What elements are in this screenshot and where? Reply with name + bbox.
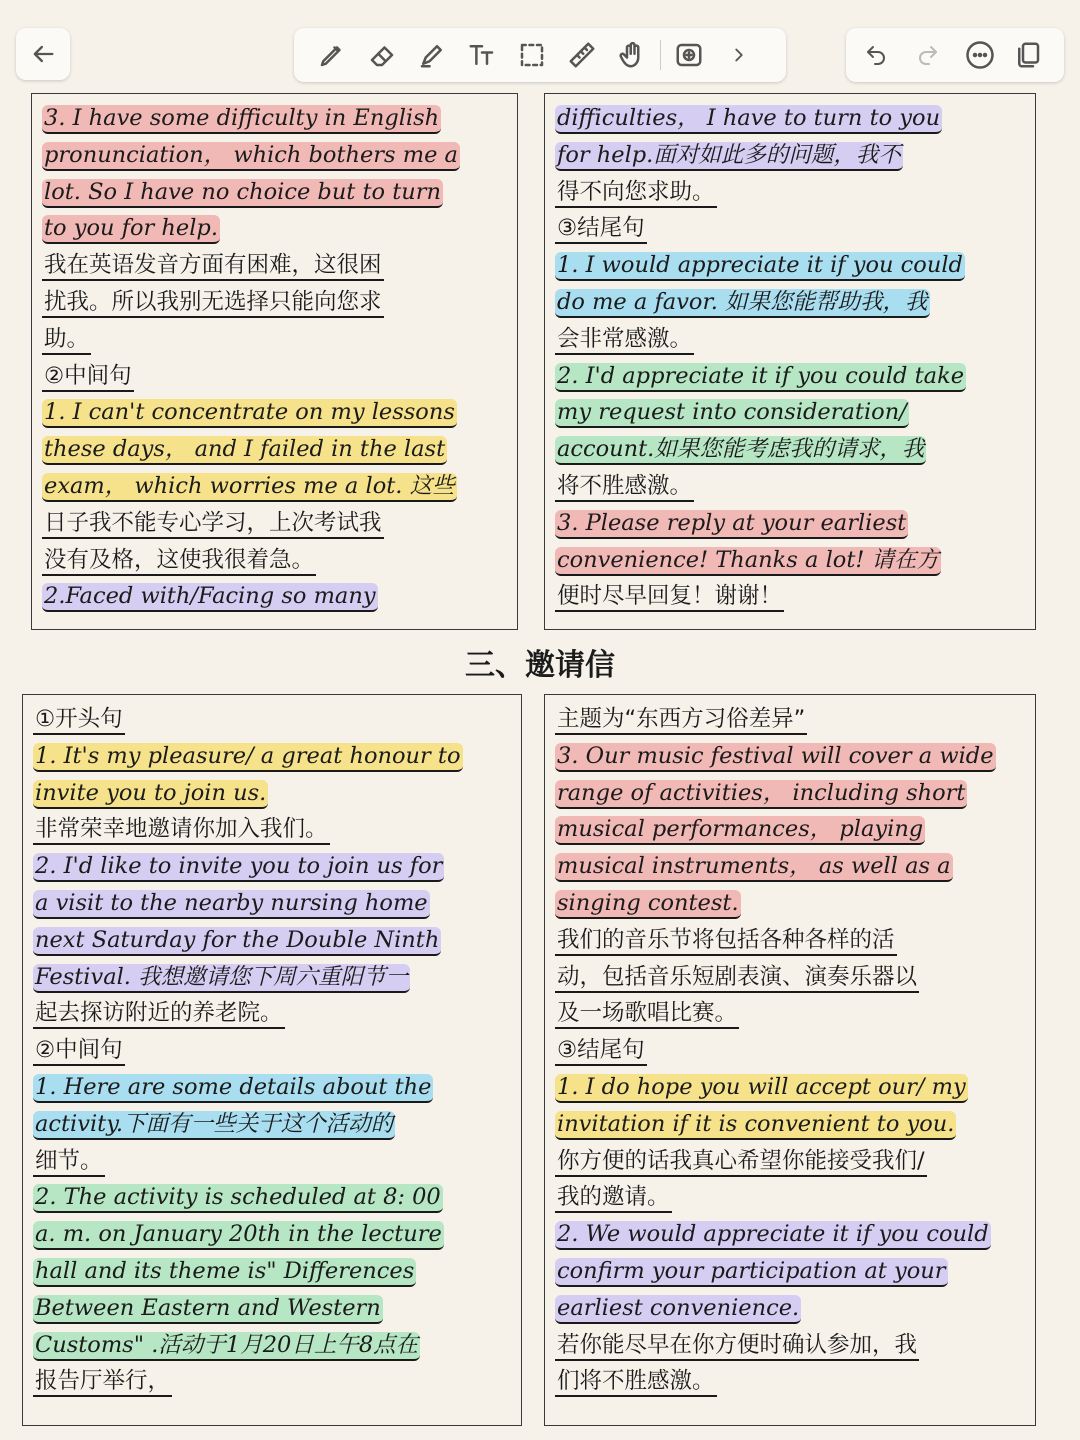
note-line-text: do me a favor. 如果您能帮助我，我 (555, 289, 930, 318)
note-line (555, 1069, 1027, 1106)
note-line (555, 284, 1027, 321)
pen-tool-button[interactable] (310, 33, 354, 77)
note-line-text: 2. I'd appreciate it if you could take (555, 363, 966, 392)
hand-tool-button[interactable] (610, 33, 654, 77)
note-line (555, 468, 1027, 505)
note-line (33, 885, 513, 922)
more-icon (965, 40, 995, 70)
note-line-text: exam， which worries me a lot. 这些 (42, 473, 457, 502)
note-line-text: 及一场歌唱比赛。 (555, 1000, 739, 1029)
note-line (33, 701, 513, 738)
note-line-text: my request into consideration/ (555, 399, 909, 428)
lasso-tool-button[interactable] (510, 33, 554, 77)
note-box-top-right (544, 93, 1036, 630)
note-line-text: 将不胜感激。 (555, 473, 694, 502)
note-line (42, 137, 509, 174)
note-line (42, 174, 509, 211)
note-line-text: 扰我。所以我别无选择只能向您求 (42, 289, 384, 318)
note-line (555, 775, 1027, 812)
pen-icon (317, 40, 347, 70)
note-line (555, 394, 1027, 431)
note-line-text: these days， and I failed in the last (42, 436, 447, 465)
note-line-text: 1. Here are some details about the (33, 1074, 433, 1103)
note-box-bottom-right (544, 694, 1036, 1426)
image-tool-button[interactable] (667, 33, 711, 77)
note-line (555, 1290, 1027, 1327)
note-line-text: Festival. 我想邀请您下周六重阳节一 (33, 964, 410, 993)
note-line-text: next Saturday for the Double Ninth (33, 927, 441, 956)
note-line (555, 1179, 1027, 1216)
note-line-text: 便时尽早回复！谢谢！ (555, 583, 784, 612)
note-line-text: invite you to join us. (33, 780, 268, 809)
note-line (555, 1216, 1027, 1253)
toolbar-divider (660, 40, 661, 70)
note-line-text: 们将不胜感激。 (555, 1368, 717, 1397)
note-line-text: 2. The activity is scheduled at 8: 00 (33, 1184, 443, 1213)
note-line (555, 1143, 1027, 1180)
note-line-text: hall and its theme is" Differences (33, 1258, 416, 1287)
note-line-text: ②中间句 (33, 1037, 125, 1066)
arrow-left-icon (29, 40, 57, 68)
note-line (42, 394, 509, 431)
pages-icon (1013, 40, 1043, 70)
redo-icon (916, 43, 940, 67)
note-line (33, 1327, 513, 1364)
note-line-text: 细节。 (33, 1148, 105, 1177)
note-line-text: to you for help. (42, 215, 220, 244)
note-line-text: 若你能尽早在你方便时确认参加，我 (555, 1332, 919, 1361)
note-line (555, 811, 1027, 848)
note-line-text: 得不向您求助。 (555, 179, 717, 208)
note-line (555, 701, 1027, 738)
note-line (555, 1032, 1027, 1069)
note-line (555, 1327, 1027, 1364)
note-line (555, 848, 1027, 885)
chevron-right-icon (728, 44, 750, 66)
highlighter-tool-button[interactable] (410, 33, 454, 77)
undo-icon (864, 43, 888, 67)
note-line (33, 1216, 513, 1253)
note-line-text: 报告厅举行， (33, 1368, 172, 1397)
note-line-text: convenience! Thanks a lot! 请在方 (555, 547, 941, 576)
note-line (555, 505, 1027, 542)
note-line-text: Customs" .活动于1月20日上午8点在 (33, 1332, 420, 1361)
note-line-text: 起去探访附近的养老院。 (33, 1000, 285, 1029)
note-line (555, 922, 1027, 959)
note-line-text: range of activities， including short (555, 780, 967, 809)
note-line-text: 3. I have some difficulty in English (42, 105, 441, 134)
back-button[interactable] (16, 28, 70, 80)
note-line (42, 210, 509, 247)
note-line-text: invitation if it is convenient to you. (555, 1111, 956, 1140)
note-line-text: 非常荣幸地邀请你加入我们。 (33, 816, 330, 845)
hand-icon (617, 40, 647, 70)
pages-button[interactable] (1006, 33, 1050, 77)
note-line (555, 1363, 1027, 1400)
note-line (42, 284, 509, 321)
note-line-text: 2.Faced with/Facing so many (42, 583, 378, 612)
note-line (33, 922, 513, 959)
note-line-text: 没有及格，这使我很着急。 (42, 547, 316, 576)
note-line-text: lot. So I have no choice but to turn (42, 179, 443, 208)
note-line-text: 3. Our music festival will cover a wide (555, 743, 996, 772)
note-line (555, 1253, 1027, 1290)
note-line-text: 2. We would appreciate it if you could (555, 1221, 991, 1250)
note-line (42, 468, 509, 505)
note-line-text: musical instruments， as well as a (555, 853, 953, 882)
note-line-text: 1. It's my pleasure/ a great honour to (33, 743, 463, 772)
note-line-text: 我们的音乐节将包括各种各样的活 (555, 927, 897, 956)
eraser-icon (367, 40, 397, 70)
redo-button[interactable] (906, 33, 950, 77)
note-line (42, 505, 509, 542)
note-line (42, 358, 509, 395)
note-line-text: 我在英语发音方面有困难，这很困 (42, 252, 384, 281)
note-line-text: 2. I'd like to invite you to join us for (33, 853, 444, 882)
ruler-icon (567, 40, 597, 70)
text-tool-button[interactable] (460, 33, 504, 77)
note-line-text: activity.下面有一些关于这个活动的 (33, 1111, 395, 1140)
note-line (33, 1179, 513, 1216)
more-tools-button[interactable] (717, 33, 761, 77)
note-line (555, 995, 1027, 1032)
note-line-text: ②中间句 (42, 363, 134, 392)
image-icon (674, 40, 704, 70)
note-line (33, 1069, 513, 1106)
note-line (555, 247, 1027, 284)
highlighter-icon (417, 40, 447, 70)
note-line (555, 542, 1027, 579)
note-line-text: singing contest. (555, 890, 741, 919)
note-toolbar (0, 0, 1080, 90)
note-line (33, 1143, 513, 1180)
note-line-text: 会非常感激。 (555, 326, 694, 355)
note-line (33, 959, 513, 996)
note-line-text: 日子我不能专心学习，上次考试我 (42, 510, 384, 539)
note-line (555, 1106, 1027, 1143)
note-line (42, 578, 509, 615)
note-line (555, 578, 1027, 615)
note-line (42, 247, 509, 284)
note-line (33, 1363, 513, 1400)
note-line (33, 811, 513, 848)
note-line (555, 210, 1027, 247)
note-box-bottom-left (22, 694, 522, 1426)
drawing-tools (294, 28, 786, 82)
note-line (555, 885, 1027, 922)
page-actions (846, 28, 1064, 82)
note-line (42, 431, 509, 468)
note-line-text: for help.面对如此多的问题，我不 (555, 142, 903, 171)
note-line (555, 321, 1027, 358)
note-line-text: musical performances， playing (555, 816, 925, 845)
note-line (33, 1032, 513, 1069)
note-line (555, 174, 1027, 211)
note-line-text: 主题为“东西方习俗差异” (555, 706, 807, 735)
note-line (555, 959, 1027, 996)
note-line (555, 431, 1027, 468)
undo-button[interactable] (854, 33, 898, 77)
note-line (33, 775, 513, 812)
note-line (33, 1253, 513, 1290)
note-line (33, 848, 513, 885)
note-line-text: ③结尾句 (555, 1037, 647, 1066)
note-line-text: confirm your participation at your (555, 1258, 948, 1287)
note-line-text: Between Eastern and Western (33, 1295, 383, 1324)
note-line-text: difficulties， I have to turn to you (555, 105, 942, 134)
note-line (555, 100, 1027, 137)
note-box-top-left (31, 93, 518, 630)
more-options-button[interactable] (958, 33, 1002, 77)
lasso-icon (517, 40, 547, 70)
note-line (33, 738, 513, 775)
note-line-text: 助。 (42, 326, 91, 355)
note-line-text: ③结尾句 (555, 215, 647, 244)
note-line (555, 137, 1027, 174)
note-line (42, 100, 509, 137)
text-icon (467, 40, 497, 70)
note-line (555, 358, 1027, 395)
note-line-text: account.如果您能考虑我的请求，我 (555, 436, 926, 465)
note-line (33, 1106, 513, 1143)
note-line (42, 321, 509, 358)
note-line (555, 738, 1027, 775)
note-line-text: ①开头句 (33, 706, 125, 735)
note-line-text: 动，包括音乐短剧表演、演奏乐器以 (555, 964, 919, 993)
section-heading: 三、邀请信 (465, 648, 615, 683)
note-line-text: 1. I can't concentrate on my lessons (42, 399, 457, 428)
note-line-text: 你方便的话我真心希望你能接受我们/ (555, 1148, 927, 1177)
note-line-text: 3. Please reply at your earliest (555, 510, 908, 539)
note-line-text: a visit to the nearby nursing home (33, 890, 430, 919)
note-line-text: pronunciation， which bothers me a (42, 142, 460, 171)
note-line-text: 1. I would appreciate it if you could (555, 252, 965, 281)
note-line (33, 1290, 513, 1327)
eraser-tool-button[interactable] (360, 33, 404, 77)
note-line-text: a. m. on January 20th in the lecture (33, 1221, 444, 1250)
ruler-tool-button[interactable] (560, 33, 604, 77)
note-line-text: earliest convenience. (555, 1295, 801, 1324)
note-line (33, 995, 513, 1032)
note-line-text: 我的邀请。 (555, 1184, 672, 1213)
note-line (42, 542, 509, 579)
note-line-text: 1. I do hope you will accept our/ my (555, 1074, 968, 1103)
